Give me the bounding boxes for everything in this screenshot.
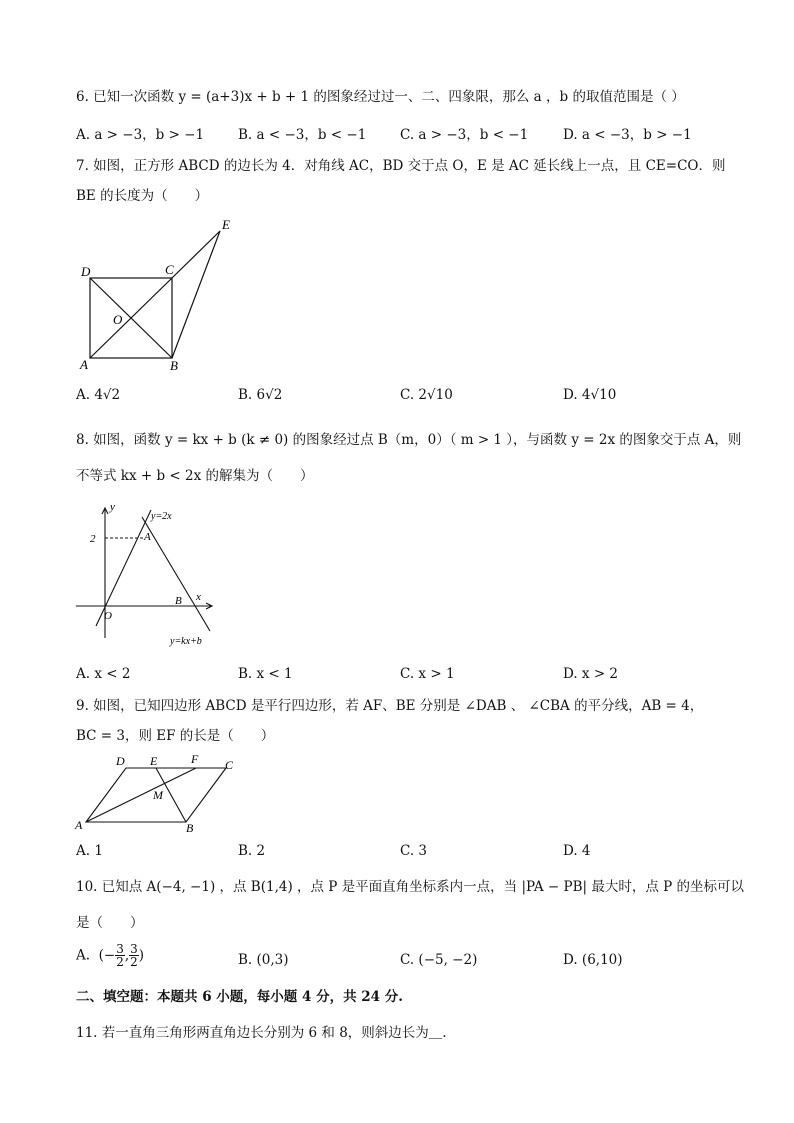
q7-option-b: B. 6√2 (238, 387, 283, 403)
q9-option-a: A. 1 (76, 843, 103, 859)
q10-option-a: A. (− $\frac{3}{2}$ , $\frac{3}{2}$ ) (76, 942, 145, 969)
q7-label-d: D (81, 264, 91, 279)
q9-stem-line2: BC = 3，则 EF 的长是（ ） (76, 728, 275, 744)
q7-label-e: E (222, 217, 230, 232)
q8-label-b: B (175, 595, 182, 607)
q7-label-b: B (170, 358, 178, 373)
q9-label-c: C (225, 758, 234, 772)
q9-label-f: F (191, 752, 199, 766)
q11-stem: 11. 若一直角三角形两直角边长分别为 6 和 8，则斜边长为＿. (76, 1025, 447, 1041)
q9-option-d: D. 4 (563, 843, 591, 859)
q7-option-c: C. 2√10 (400, 387, 453, 403)
q9-label-a: A (75, 818, 83, 832)
q6-option-a: A. a > −3，b > −1 (76, 127, 205, 143)
q8-stem-line1: 8. 如图，函数 y = kx + b (k ≠ 0) 的图象经过点 B（m，0）（ m > 1 ），与函数 y = 2x 的图象交于点 A，则 (76, 432, 742, 448)
q9-label-b: B (186, 821, 194, 835)
q9-label-d: D (116, 754, 125, 768)
q9-stem-line1: 9. 如图，已知四边形 ABCD 是平行四边形，若 AF、BE 分别是 ∠DAB 、 ∠CBA 的平分线，AB = 4， (76, 698, 704, 714)
q10-stem-line2: 是（ ） (76, 915, 144, 931)
q10-option-a-prefix: A. (76, 947, 91, 964)
q8-option-a: A. x < 2 (76, 666, 131, 682)
q8-tick-2: 2 (90, 533, 96, 545)
q10-optA-den2: 2 (130, 955, 138, 969)
q9-label-m: M (153, 788, 163, 802)
q10-option-d: D. (6,10) (563, 952, 623, 968)
q8-line1-label: y=2x (151, 511, 172, 522)
q8-origin-label: O (104, 610, 112, 622)
q8-option-d: D. x > 2 (563, 666, 619, 682)
q8-x-axis-label: x (196, 591, 201, 603)
q7-stem-line2: BE 的长度为（ ） (76, 188, 209, 204)
q9-label-e: E (150, 754, 158, 768)
q8-option-c: C. x > 1 (400, 666, 455, 682)
q10-optA-num1: 3 (116, 942, 124, 956)
q6-option-b: B. a < −3，b < −1 (238, 127, 367, 143)
q8-line2-label: y=kx+b (170, 636, 202, 647)
section-2-heading: 二、填空题：本题共 6 小题，每小题 4 分，共 24 分. (76, 989, 403, 1005)
q6-option-d: D. a < −3，b > −1 (563, 127, 692, 143)
q9-option-c: C. 3 (400, 843, 428, 859)
q6-option-c: C. a > −3，b < −1 (400, 127, 529, 143)
q7-label-o: O (113, 312, 123, 327)
q7-square-figure (70, 212, 250, 377)
q7-option-a: A. 4√2 (76, 387, 121, 403)
q10-option-c: C. (−5, −2) (400, 952, 478, 968)
q8-label-a: A (144, 531, 151, 543)
q9-option-b: B. 2 (238, 843, 266, 859)
q7-label-a: A (80, 357, 88, 372)
q7-option-d: D. 4√10 (563, 387, 617, 403)
q9-parallelogram-figure (72, 750, 247, 836)
q6-stem: 6. 已知一次函数 y = (a+3)x + b + 1 的图象经过过一、二、四象限，那么 a ，b 的取值范围是（ ） (76, 89, 685, 105)
q8-y-axis-label: y (110, 501, 115, 513)
q8-stem-line2: 不等式 kx + b < 2x 的解集为（ ） (76, 468, 314, 484)
q8-graph-figure (72, 498, 232, 650)
q10-stem-line1: 10. 已知点 A(−4, −1) ，点 B(1,4) ，点 P 是平面直角坐标系内一点，当 |PA − PB| 最大时，点 P 的坐标可以 (76, 879, 745, 895)
q8-option-b: B. x < 1 (238, 666, 293, 682)
q10-optA-den1: 2 (116, 955, 124, 969)
q7-stem-line1: 7. 如图，正方形 ABCD 的边长为 4．对角线 AC，BD 交于点 O，E 是 AC 延长线上一点，且 CE=CO．则 (76, 158, 726, 174)
q10-optA-num2: 3 (130, 942, 138, 956)
q7-label-c: C (165, 262, 174, 277)
q10-option-b: B. (0,3) (238, 952, 289, 968)
